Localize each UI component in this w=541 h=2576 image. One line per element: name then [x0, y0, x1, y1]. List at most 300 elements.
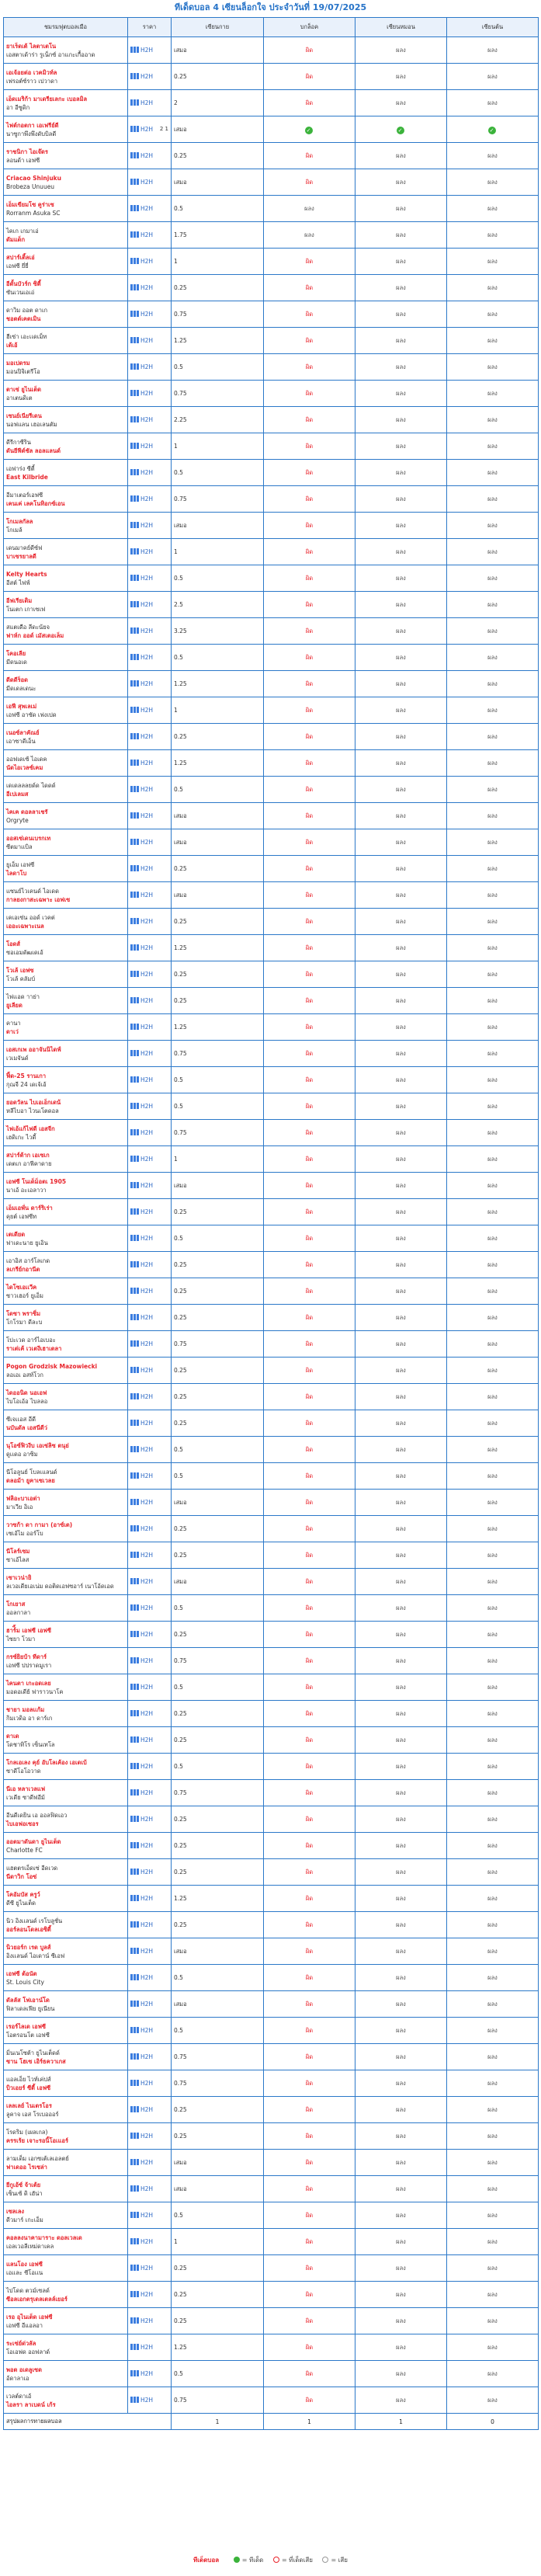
h2h-link[interactable]: H2H	[140, 2370, 154, 2377]
home-team[interactable]: ไฟต์กอตกา เอเฟรีย์ดี	[6, 121, 59, 129]
away-team[interactable]: Charlotte FC	[6, 1846, 43, 1854]
home-team[interactable]: เคเอเซ่น ออด์ เวคต่	[6, 913, 55, 921]
h2h-link[interactable]: H2H	[140, 231, 154, 238]
home-team[interactable]: โปะเวด อาร์ไอเบอะ	[6, 1336, 56, 1344]
h2h-cell[interactable]	[128, 1727, 172, 1754]
match-cell[interactable]	[4, 2123, 128, 2150]
home-team[interactable]: ฮาร์ิ้ม เอฟซี เอฟซี	[6, 1626, 51, 1634]
h2h-cell[interactable]	[128, 2150, 172, 2176]
home-team[interactable]: แลนโอง เอฟซี	[6, 2260, 43, 2268]
away-team[interactable]: อีสต์ ไฟฟ์	[6, 579, 30, 586]
home-team[interactable]: นิว อิงเเลนด์ เรโบลูชั่น	[6, 1917, 63, 1924]
away-team[interactable]: นอฟแลน เฮอเลนตัม	[6, 420, 57, 428]
h2h-link[interactable]: H2H	[140, 2106, 154, 2113]
h2h-link[interactable]: H2H	[140, 311, 154, 318]
h2h-link[interactable]: H2H	[140, 205, 154, 212]
home-team[interactable]: เรอ อุไนเต็ด เอฟซี	[6, 2313, 53, 2320]
match-cell[interactable]	[4, 1674, 128, 1701]
h2h-cell[interactable]	[128, 777, 172, 803]
h2h-cell[interactable]	[128, 2308, 172, 2334]
away-team[interactable]: ดีวมาร์ เกะเอ็ม	[6, 2216, 43, 2223]
match-cell[interactable]	[4, 1859, 128, 1886]
away-team[interactable]: ลอเอเ อสท์โวก	[6, 1371, 43, 1378]
home-team[interactable]: มอเปดรม	[6, 359, 30, 367]
h2h-cell[interactable]	[128, 1938, 172, 1965]
match-cell[interactable]	[4, 1410, 128, 1437]
h2h-cell[interactable]	[128, 2070, 172, 2097]
h2h-link[interactable]: H2H	[140, 1472, 154, 1479]
home-team[interactable]: ยูเอ็ม เอฟซี	[6, 860, 35, 868]
h2h-cell[interactable]	[128, 724, 172, 750]
h2h-cell[interactable]	[128, 909, 172, 935]
home-team[interactable]: ซีเจเเอส อีดี	[6, 1415, 36, 1423]
away-team[interactable]: โอเอฟด ออฟลาด์	[6, 2348, 50, 2355]
match-cell[interactable]	[4, 1093, 128, 1120]
match-cell[interactable]	[4, 433, 128, 460]
away-team[interactable]: ออร์ลอนโดลเอซิตี้	[6, 1925, 51, 1933]
h2h-cell[interactable]	[128, 1991, 172, 2018]
match-cell[interactable]	[4, 618, 128, 645]
home-team[interactable]: ไคเก เกมาเอ่	[6, 227, 39, 235]
away-team[interactable]: เวเมจันด์	[6, 1054, 29, 1062]
away-team[interactable]: เซ็นเซ้ ดิ เฮัน่า	[6, 2189, 43, 2197]
h2h-cell[interactable]	[128, 988, 172, 1014]
home-team[interactable]: เอ็ดเมริก้า มาเดรียเลกะ เบอลมิล	[6, 95, 88, 103]
away-team[interactable]: ไบโอเอ้อ ไบลลอ	[6, 1397, 48, 1405]
away-team[interactable]: นัดไอเวลซ์เคม	[6, 763, 43, 771]
h2h-link[interactable]: H2H	[140, 2001, 154, 2008]
h2h-cell[interactable]	[128, 1701, 172, 1727]
home-team[interactable]: อีฟเรียเดิม	[6, 596, 33, 604]
home-team[interactable]: ยอดวัลน ไบเอเอ็กเดน้	[6, 1098, 61, 1106]
h2h-link[interactable]: H2H	[140, 1420, 154, 1427]
h2h-cell[interactable]	[128, 1278, 172, 1305]
h2h-cell[interactable]	[128, 671, 172, 697]
h2h-cell[interactable]	[128, 249, 172, 275]
h2h-link[interactable]: H2H	[140, 1314, 154, 1321]
match-cell[interactable]	[4, 275, 128, 301]
home-team[interactable]: ไดออนิด นอเอฟ	[6, 1389, 47, 1396]
home-team[interactable]: เดนมาคย์ดีซ์ฟ	[6, 544, 43, 551]
h2h-link[interactable]: H2H	[140, 944, 154, 951]
home-team[interactable]: อีนดีเดยิน เอ ออลฟิดเอว	[6, 1811, 68, 1819]
match-cell[interactable]	[4, 1912, 128, 1938]
away-team[interactable]: ไซยา โวมา	[6, 1635, 36, 1643]
h2h-cell[interactable]	[128, 935, 172, 961]
away-team[interactable]: ราเต่เค้ เวเตงีเฮาเตลา	[6, 1344, 62, 1352]
away-team[interactable]: ดลอม้า ยูคาเซเวลย	[6, 1476, 55, 1484]
match-cell[interactable]	[4, 856, 128, 882]
h2h-cell[interactable]	[128, 1225, 172, 1252]
away-team[interactable]: ซันเวนเอเอ่	[6, 288, 35, 296]
h2h-cell[interactable]	[128, 1384, 172, 1410]
match-cell[interactable]	[4, 697, 128, 724]
h2h-link[interactable]: H2H	[140, 258, 154, 265]
match-cell[interactable]	[4, 486, 128, 513]
h2h-link[interactable]: H2H	[140, 918, 154, 925]
away-team[interactable]: เฟรอต์ซ์ราว เปวาดา	[6, 77, 58, 85]
match-cell[interactable]	[4, 829, 128, 856]
home-team[interactable]: แซนย์ไวเคนด์ ไอเดด	[6, 887, 59, 895]
home-team[interactable]: โคอเลีย	[6, 649, 26, 657]
home-team[interactable]: ฟลิอะบาเอต่า	[6, 1494, 40, 1502]
home-team[interactable]: เอ็มเขียมโซ คูร่าเซ	[6, 200, 54, 208]
h2h-link[interactable]: H2H	[140, 1499, 154, 1506]
match-cell[interactable]	[4, 460, 128, 486]
home-team[interactable]: ไคเค ดอลลาเชรั	[6, 808, 48, 815]
h2h-cell[interactable]	[128, 750, 172, 777]
h2h-cell[interactable]	[128, 1146, 172, 1173]
away-team[interactable]: ดันยีฟีต์ชัล ลอลแลนด์	[6, 447, 61, 454]
h2h-cell[interactable]	[128, 64, 172, 90]
away-team[interactable]: เอเเละ ซีโอเเน	[6, 2268, 43, 2276]
away-team[interactable]: ซาน โฮเซ เอิร์ธควาเกส	[6, 2057, 66, 2065]
match-cell[interactable]	[4, 1014, 128, 1041]
away-team[interactable]: อีเปเลมส	[6, 790, 29, 798]
match-cell[interactable]	[4, 407, 128, 433]
h2h-cell[interactable]	[128, 1886, 172, 1912]
h2h-cell[interactable]	[128, 565, 172, 592]
h2h-link[interactable]: H2H	[140, 1604, 154, 1611]
away-team[interactable]: อา อีซูดิก	[6, 103, 30, 111]
home-team[interactable]: เอสเกเพ ออาจันนิไดฟ์	[6, 1045, 61, 1053]
match-cell[interactable]	[4, 1384, 128, 1410]
h2h-cell[interactable]	[128, 1014, 172, 1041]
home-team[interactable]: ราชนิกา ไอเจ๊ดร	[6, 148, 48, 155]
h2h-link[interactable]: H2H	[140, 1921, 154, 1928]
match-cell[interactable]	[4, 565, 128, 592]
match-cell[interactable]	[4, 301, 128, 328]
match-cell[interactable]	[4, 2097, 128, 2123]
h2h-cell[interactable]	[128, 856, 172, 882]
home-team[interactable]: เอฟี สุพเลเม่	[6, 702, 37, 710]
h2h-cell[interactable]	[128, 486, 172, 513]
h2h-cell[interactable]	[128, 592, 172, 618]
match-cell[interactable]	[4, 2334, 128, 2361]
h2h-cell[interactable]	[128, 1041, 172, 1067]
home-team[interactable]: เซลเลง	[6, 2207, 25, 2215]
away-team[interactable]: เคนเค่ เลคโนทิอกซ์เอน	[6, 499, 65, 507]
h2h-link[interactable]: H2H	[140, 2133, 154, 2140]
h2h-link[interactable]: H2H	[140, 284, 154, 291]
h2h-cell[interactable]	[128, 2229, 172, 2255]
home-team[interactable]: วาซก้า ดา กามา (อาซ์เต)	[6, 1521, 73, 1528]
away-team[interactable]: ซีตมาเเบิล	[6, 843, 33, 850]
h2h-cell[interactable]	[128, 2176, 172, 2202]
match-cell[interactable]	[4, 1463, 128, 1490]
h2h-link[interactable]: H2H	[140, 1182, 154, 1189]
h2h-cell[interactable]	[128, 1331, 172, 1358]
h2h-link[interactable]: H2H	[140, 363, 154, 370]
h2h-cell[interactable]	[128, 2202, 172, 2229]
h2h-link[interactable]: H2H	[140, 1816, 154, 1823]
home-team[interactable]: กรซ์ยิยบ้า ทีดาร์	[6, 1653, 47, 1660]
away-team[interactable]: เอสตาเด้าร่า รูเน็กซ์ อาเเกะเกื้ออาด	[6, 50, 95, 58]
away-team[interactable]: ไลดาโบ	[6, 869, 27, 877]
away-team[interactable]: Rorranm Asuka SC	[6, 209, 61, 217]
match-cell[interactable]	[4, 64, 128, 90]
match-cell[interactable]	[4, 1701, 128, 1727]
home-team[interactable]: โอดส์	[6, 940, 20, 947]
h2h-link[interactable]: H2H	[140, 2238, 154, 2245]
h2h-link[interactable]: H2H	[140, 865, 154, 872]
away-team[interactable]: ฟิลาเดลเฟีย ยูเนียน	[6, 2004, 55, 2012]
h2h-link[interactable]: H2H	[140, 971, 154, 978]
home-team[interactable]: ออตมาดันดา ยูไนเต็ด	[6, 1837, 61, 1845]
match-cell[interactable]	[4, 1120, 128, 1146]
match-cell[interactable]	[4, 1173, 128, 1199]
away-team[interactable]: มีดเดลเดนะ	[6, 684, 36, 692]
h2h-link[interactable]: H2H	[140, 1869, 154, 1876]
h2h-cell[interactable]	[128, 1463, 172, 1490]
home-team[interactable]: นิวยอร์ก เรด บูลส์	[6, 1943, 51, 1951]
match-cell[interactable]	[4, 1358, 128, 1384]
h2h-cell[interactable]	[128, 1648, 172, 1674]
home-team[interactable]: เลลเลย์ ไนเตรโอร	[6, 2101, 52, 2109]
home-team[interactable]: Pogon Grodzisk Mazowiecki	[6, 1362, 98, 1370]
h2h-cell[interactable]	[128, 803, 172, 829]
home-team[interactable]: นีโลร์เซม	[6, 1547, 30, 1555]
match-cell[interactable]	[4, 1331, 128, 1358]
h2h-link[interactable]: H2H	[140, 495, 154, 502]
home-team[interactable]: สปาร์เติ้ลเอ่	[6, 253, 35, 261]
h2h-cell[interactable]	[128, 354, 172, 381]
away-team[interactable]: ชอตต์เคตเมิน	[6, 315, 41, 322]
away-team[interactable]: ฟาห์ก ออด์ เมัสเตอเล็ม	[6, 631, 64, 639]
h2h-link[interactable]: H2H	[140, 99, 154, 106]
h2h-cell[interactable]	[128, 2097, 172, 2123]
h2h-link[interactable]: H2H	[140, 1103, 154, 1110]
h2h-link[interactable]: H2H	[140, 1446, 154, 1453]
match-cell[interactable]	[4, 2308, 128, 2334]
away-team[interactable]: ซอเอมดัฒเดเอ้	[6, 948, 43, 956]
h2h-cell[interactable]	[128, 2387, 172, 2414]
h2h-cell[interactable]	[128, 1120, 172, 1146]
match-cell[interactable]	[4, 2282, 128, 2308]
away-team[interactable]: ซาวเฮอร์ ยูเอ็ม	[6, 1291, 43, 1299]
match-cell[interactable]	[4, 249, 128, 275]
home-team[interactable]: พอต อเดลูเซด	[6, 2366, 42, 2373]
h2h-cell[interactable]	[128, 90, 172, 116]
h2h-cell[interactable]	[128, 1516, 172, 1542]
home-team[interactable]: ลามเด็ม เอกซเต้เลเอลตย์	[6, 2154, 69, 2162]
home-team[interactable]: โรดริม (เผลเกล)	[6, 2128, 48, 2136]
home-team[interactable]: สปาร์ต้าก เอเซเก	[6, 1151, 50, 1159]
away-team[interactable]: บาเซรยาลดี	[6, 552, 36, 560]
h2h-cell[interactable]	[128, 116, 172, 143]
h2h-link[interactable]: H2H	[140, 2212, 154, 2219]
away-team[interactable]: East Kilbride	[6, 473, 48, 481]
h2h-link[interactable]: H2H	[140, 2317, 154, 2324]
h2h-link[interactable]: H2H	[140, 1129, 154, 1136]
h2h-cell[interactable]	[128, 169, 172, 196]
match-cell[interactable]	[4, 196, 128, 222]
h2h-cell[interactable]	[128, 1595, 172, 1622]
h2h-link[interactable]: H2H	[140, 1657, 154, 1664]
away-team[interactable]: เอฟซี อาซัด เฟงเปด	[6, 711, 57, 718]
h2h-link[interactable]: H2H	[140, 1208, 154, 1215]
match-cell[interactable]	[4, 1041, 128, 1067]
match-cell[interactable]	[4, 1780, 128, 1806]
h2h-cell[interactable]	[128, 1410, 172, 1437]
h2h-cell[interactable]	[128, 2044, 172, 2070]
away-team[interactable]: ซาเอ้ไลส	[6, 1556, 29, 1563]
h2h-link[interactable]: H2H	[140, 179, 154, 186]
home-team[interactable]: ดีดดีร็อด	[6, 676, 29, 683]
home-team[interactable]: เตเดียด	[6, 1230, 26, 1238]
home-team[interactable]: ระเซ่ย์ด่วลัล	[6, 2339, 36, 2347]
match-cell[interactable]	[4, 909, 128, 935]
h2h-link[interactable]: H2H	[140, 1631, 154, 1638]
match-cell[interactable]	[4, 988, 128, 1014]
h2h-link[interactable]: H2H	[140, 1578, 154, 1585]
h2h-link[interactable]: H2H	[140, 1763, 154, 1770]
home-team[interactable]: ยาเร็ดเต้ ไลตาเตโน	[6, 42, 57, 50]
h2h-cell[interactable]	[128, 697, 172, 724]
match-cell[interactable]	[4, 1490, 128, 1516]
away-team[interactable]: เซเอ้ไม ออร์โบ	[6, 1529, 43, 1537]
h2h-cell[interactable]	[128, 1437, 172, 1463]
h2h-link[interactable]: H2H	[140, 575, 154, 582]
h2h-cell[interactable]	[128, 143, 172, 169]
home-team[interactable]: คอลลงนาคามาราะ ดอลเวลเด	[6, 2234, 82, 2241]
h2h-link[interactable]: H2H	[140, 1948, 154, 1955]
h2h-link[interactable]: H2H	[140, 2344, 154, 2351]
away-team[interactable]: Brobeza Unuueu	[6, 183, 55, 190]
away-team[interactable]: ดัมแด็ก	[6, 235, 26, 243]
h2h-cell[interactable]	[128, 645, 172, 671]
match-cell[interactable]	[4, 2176, 128, 2202]
match-cell[interactable]	[4, 2150, 128, 2176]
h2h-cell[interactable]	[128, 961, 172, 988]
home-team[interactable]: อีมาเตอร์เอฟซี	[6, 491, 43, 499]
home-team[interactable]: เอเจ้อยต่อ เวคมิวท์ล	[6, 68, 57, 76]
match-cell[interactable]	[4, 328, 128, 354]
h2h-link[interactable]: H2H	[140, 627, 154, 634]
match-cell[interactable]	[4, 961, 128, 988]
h2h-link[interactable]: H2H	[140, 760, 154, 767]
h2h-cell[interactable]	[128, 37, 172, 64]
h2h-cell[interactable]	[128, 2018, 172, 2044]
home-team[interactable]: เซนย์เนียรีเดน	[6, 412, 42, 419]
h2h-cell[interactable]	[128, 1806, 172, 1833]
away-team[interactable]: นาซูกาพึงพึงดับบิลดี	[6, 130, 57, 137]
away-team[interactable]: ไบเอฟอเซอร	[6, 1820, 39, 1827]
h2h-link[interactable]: H2H	[140, 152, 154, 159]
away-team[interactable]: โวเล้ คลัมบ์	[6, 975, 36, 982]
h2h-link[interactable]: H2H	[140, 2080, 154, 2087]
away-team[interactable]: เอฟซี อีแอลอา	[6, 2321, 43, 2329]
match-cell[interactable]	[4, 143, 128, 169]
h2h-link[interactable]: H2H	[140, 654, 154, 661]
h2h-cell[interactable]	[128, 1067, 172, 1093]
h2h-link[interactable]: H2H	[140, 1736, 154, 1743]
away-team[interactable]: ลเกรีย์กอานีต	[6, 1265, 40, 1273]
home-team[interactable]: นีเอ หลาเวลแฟ	[6, 1785, 46, 1792]
home-team[interactable]: โกลเอเลง คุย์ อับโลเค้อง เอเดเบ้	[6, 1758, 87, 1766]
h2h-cell[interactable]	[128, 882, 172, 909]
away-team[interactable]: ซีอลเอกตรุเดลเตลล์เยอร์	[6, 2295, 68, 2303]
h2h-link[interactable]: H2H	[140, 1525, 154, 1532]
match-cell[interactable]	[4, 935, 128, 961]
away-team[interactable]: บิวเอยร์ ซีตี้ เอฟซี	[6, 2084, 51, 2091]
away-team[interactable]: อาเตนดิเต	[6, 394, 33, 402]
away-team[interactable]: ไอลรา ลาเบดน์ เก้ร	[6, 2400, 56, 2408]
h2h-cell[interactable]	[128, 222, 172, 249]
match-cell[interactable]	[4, 1225, 128, 1252]
h2h-cell[interactable]	[128, 1093, 172, 1120]
h2h-link[interactable]: H2H	[140, 2159, 154, 2166]
h2h-cell[interactable]	[128, 1358, 172, 1384]
h2h-cell[interactable]	[128, 2255, 172, 2282]
match-cell[interactable]	[4, 1146, 128, 1173]
match-cell[interactable]	[4, 90, 128, 116]
away-team[interactable]: Orgryte	[6, 816, 29, 824]
match-cell[interactable]	[4, 1305, 128, 1331]
away-team[interactable]: มอดอเดีย้ ฟาราวนาโค	[6, 1688, 64, 1695]
match-cell[interactable]	[4, 1595, 128, 1622]
home-team[interactable]: ฮีเซ่า เอะเเดเม็ท	[6, 332, 47, 340]
home-team[interactable]: สแตเดือ ลีดะน้ยจ	[6, 623, 50, 631]
h2h-cell[interactable]	[128, 829, 172, 856]
home-team[interactable]: ไฟเเอด าาย่า	[6, 993, 40, 1000]
home-team[interactable]: Kelty Hearts	[6, 570, 47, 578]
home-team[interactable]: ฟิ้ด-25 รานเกา	[6, 1072, 47, 1079]
match-cell[interactable]	[4, 1542, 128, 1569]
match-cell[interactable]	[4, 2387, 128, 2414]
h2h-cell[interactable]	[128, 275, 172, 301]
away-team[interactable]: ดูเเดอ อาซิม	[6, 1450, 38, 1458]
away-team[interactable]: โกเมล้	[6, 526, 23, 534]
h2h-cell[interactable]	[128, 1965, 172, 1991]
h2h-link[interactable]: H2H	[140, 337, 154, 344]
match-cell[interactable]	[4, 1199, 128, 1225]
h2h-cell[interactable]	[128, 301, 172, 328]
home-team[interactable]: ออสเซ่เดนเบรกเท	[6, 834, 51, 842]
match-cell[interactable]	[4, 2070, 128, 2097]
h2h-cell[interactable]	[128, 407, 172, 433]
home-team[interactable]: ดัลลัส โฟเอาน์โด	[6, 1996, 50, 2004]
away-team[interactable]: มอนปิจิเตรีโอ	[6, 367, 40, 375]
away-team[interactable]: หลีไบอา ไวนเโตดอล	[6, 1107, 59, 1114]
home-team[interactable]: โวเล้ เอฟซ	[6, 966, 34, 974]
h2h-link[interactable]: H2H	[140, 1076, 154, 1083]
home-team[interactable]: เดเดลลลยด์ด ไดดด์	[6, 781, 56, 789]
match-cell[interactable]	[4, 354, 128, 381]
h2h-link[interactable]: H2H	[140, 839, 154, 846]
h2h-cell[interactable]	[128, 460, 172, 486]
match-cell[interactable]	[4, 2361, 128, 2387]
match-cell[interactable]	[4, 1437, 128, 1463]
h2h-link[interactable]: H2H	[140, 47, 154, 54]
away-team[interactable]: ดีซี ยูไนเต็ด	[6, 1899, 36, 1907]
h2h-link[interactable]: H2H	[140, 1842, 154, 1849]
home-team[interactable]: โคอัมบัส ครูว์	[6, 1890, 40, 1898]
h2h-cell[interactable]	[128, 1173, 172, 1199]
home-team[interactable]: เอฟาร่ง ซีตี้	[6, 464, 35, 472]
h2h-link[interactable]: H2H	[140, 892, 154, 899]
h2h-cell[interactable]	[128, 1490, 172, 1516]
h2h-cell[interactable]	[128, 2282, 172, 2308]
h2h-link[interactable]: H2H	[140, 1684, 154, 1691]
h2h-link[interactable]: H2H	[140, 1393, 154, 1400]
h2h-cell[interactable]	[128, 328, 172, 354]
h2h-cell[interactable]	[128, 1912, 172, 1938]
away-team[interactable]: ดาเว่	[6, 1027, 19, 1035]
away-team[interactable]: ออลกาลา	[6, 1608, 31, 1616]
h2h-cell[interactable]	[128, 1569, 172, 1595]
h2h-link[interactable]: H2H	[140, 416, 154, 423]
